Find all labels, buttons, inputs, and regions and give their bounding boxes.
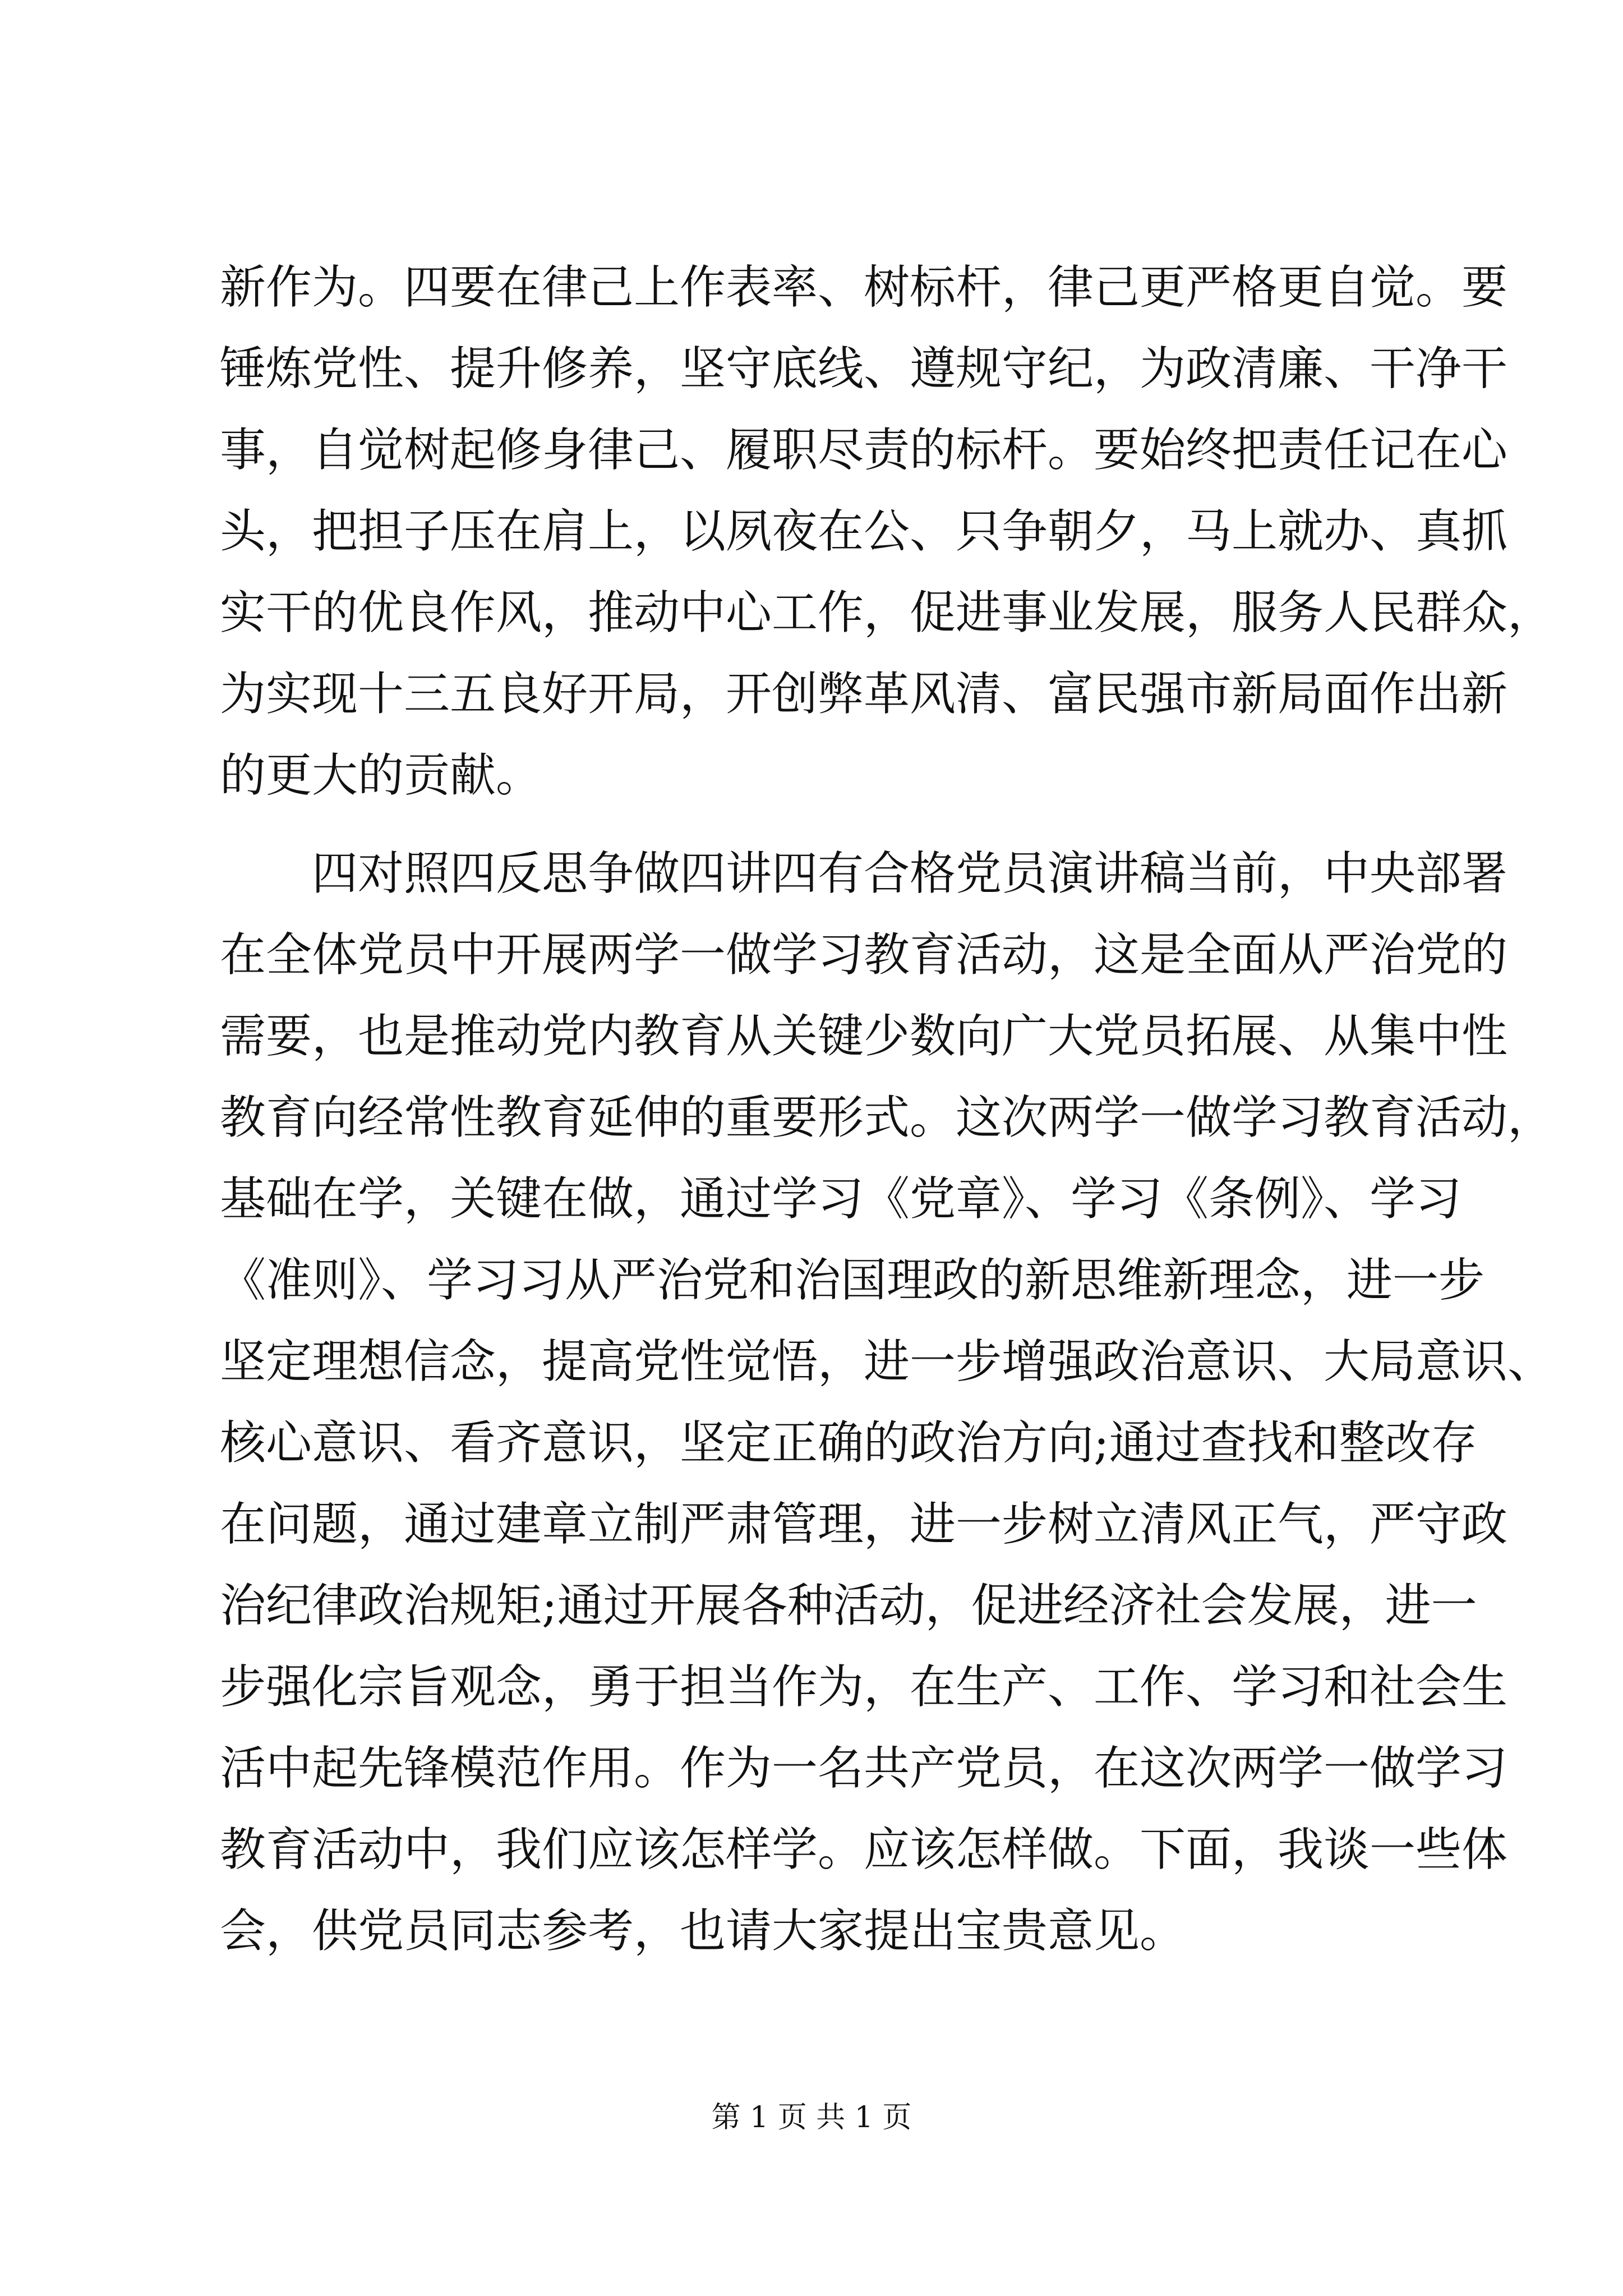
text-line: 在全体党员中开展两学一做学习教育活动，这是全面从严治党的	[220, 928, 1508, 982]
document-body	[220, 247, 1554, 1972]
text-line: 步强化宗旨观念，勇于担当作为，在生产、工作、学习和社会生	[220, 1660, 1508, 1714]
page-number-indicator: 第 1 页 共 1 页	[711, 2101, 912, 2134]
paragraph-2	[220, 833, 1554, 1972]
text-line: 新作为。四要在律己上作表率、树标杆，律己更严格更自觉。要	[220, 261, 1508, 314]
text-line: 教育活动中，我们应该怎样学。应该怎样做。下面，我谈一些体	[220, 1823, 1508, 1876]
text-line: 在问题，通过建章立制严肃管理，进一步树立清风正气，严守政	[220, 1498, 1508, 1551]
text-line: 锤炼党性、提升修养，坚守底线、遵规守纪，为政清廉、干净干	[220, 342, 1508, 395]
text-line: 教育向经常性教育延伸的重要形式。这次两学一做学习教育活动，	[220, 1091, 1554, 1144]
text-line: 会，供党员同志参考，也请大家提出宝贵意见。	[220, 1904, 1186, 1958]
text-line: 《准则》、学习习从严治党和治国理政的新思维新理念，进一步	[220, 1254, 1485, 1307]
text-line: 活中起先锋模范作用。作为一名共产党员，在这次两学一做学习	[220, 1742, 1508, 1795]
paragraph-1	[220, 247, 1554, 816]
text-line: 实干的优良作风，推动中心工作，促进事业发展，服务人民群众，	[220, 586, 1554, 639]
text-line: 坚定理想信念，提高党性觉悟，进一步增强政治意识、大局意识、	[220, 1335, 1554, 1388]
text-line: 治纪律政治规矩;通过开展各种活动，促进经济社会发展，进一	[220, 1579, 1477, 1632]
paragraph-gap	[220, 816, 1428, 833]
text-line: 四对照四反思争做四讲四有合格党员演讲稿当前，中央部署	[312, 847, 1508, 900]
text-line: 基础在学，关键在做，通过学习《党章》、学习《条例》、学习	[220, 1172, 1462, 1226]
text-line: 头，把担子压在肩上，以夙夜在公、只争朝夕，马上就办、真抓	[220, 505, 1508, 558]
text-line: 的更大的贡献。	[220, 749, 542, 802]
page-footer	[0, 2098, 1623, 2137]
text-line: 需要，也是推动党内教育从关键少数向广大党员拓展、从集中性	[220, 1010, 1508, 1063]
text-line: 核心意识、看齐意识，坚定正确的政治方向;通过查找和整改存	[220, 1416, 1477, 1470]
text-line: 事，自觉树起修身律己、履职尽责的标杆。要始终把责任记在心	[220, 424, 1508, 477]
text-line: 为实现十三五良好开局，开创弊革风清、富民强市新局面作出新	[220, 668, 1508, 721]
